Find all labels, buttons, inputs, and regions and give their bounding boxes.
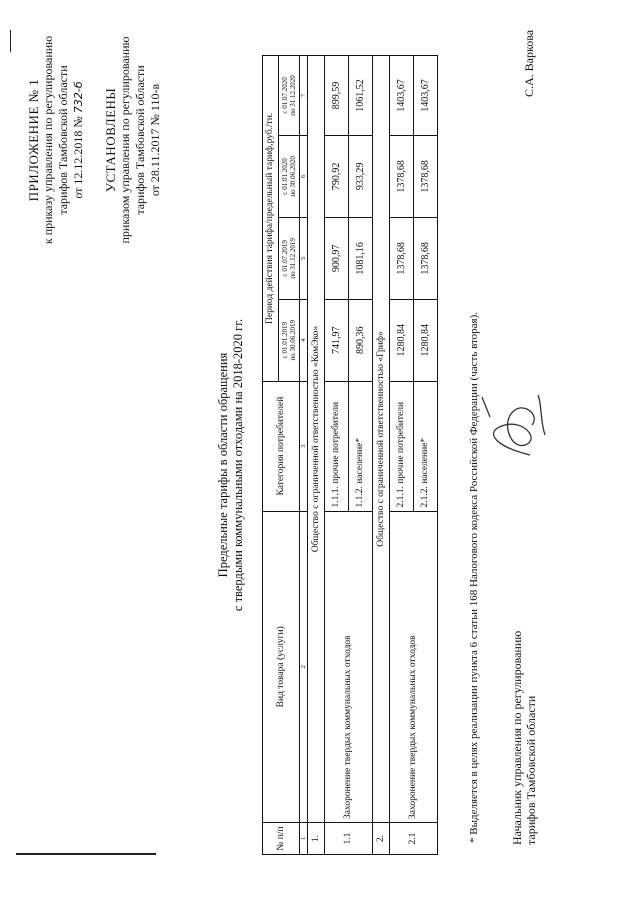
tariff-value: 890,36 <box>349 299 373 381</box>
category-cell: 2.1.2. население* <box>414 381 438 511</box>
header-row <box>263 56 279 855</box>
tariff-value: 790,92 <box>325 135 349 217</box>
tariff-value: 1378,68 <box>414 135 438 217</box>
document-title <box>216 225 246 705</box>
column-number-row <box>300 56 308 855</box>
org-row-1 <box>308 56 325 855</box>
tariff-value: 1378,68 <box>414 217 438 299</box>
appendix-number: 732-б <box>72 81 85 114</box>
category-cell: 2.1.1. прочие потребители <box>390 381 414 511</box>
org-row-2 <box>373 56 390 855</box>
appendix-date-prefix: от 12.12.2018 № <box>71 116 85 199</box>
org-name: Общество с ограниченной ответственностью «Гриф» <box>373 56 390 823</box>
position-line-2: тарифов Тамбовской области <box>524 695 538 845</box>
col-number: 3 <box>300 381 308 511</box>
tariff-value: 1280,84 <box>390 299 414 381</box>
document-title-line-1: Предельные тарифы в области обращения <box>216 352 230 578</box>
tariff-value: 899,59 <box>325 56 349 136</box>
tariff-value: 1061,52 <box>349 56 373 136</box>
header-period: Период действия тарифа/предельный тариф,руб./тн. <box>263 56 279 382</box>
footnote: * Выделяется в целях реализации пункта 6 статьи 168 Налогового кодекса Российской Федерации (часть вторая). <box>468 311 480 843</box>
org-num: 2. <box>373 823 390 855</box>
period-4: с 01.07.2020 по 31.12.2020 <box>279 56 300 136</box>
col-number: 5 <box>300 217 308 299</box>
tariff-value: 933,29 <box>349 135 373 217</box>
period-2: с 01.07.2019 по 31.12.2019 <box>279 217 300 299</box>
period-3: с 01.01.2020 по 30.06.2020 <box>279 135 300 217</box>
col-number: 1 <box>300 823 308 855</box>
tariff-value: 741,97 <box>325 299 349 381</box>
header-service: Вид товара (услуги) <box>263 511 300 823</box>
header-num: № п/п <box>263 823 300 855</box>
table-row <box>325 56 349 855</box>
tariff-value: 1403,67 <box>390 56 414 136</box>
signatory-position <box>510 631 538 845</box>
period-1: с 01.01.2019 по 30.06.2019 <box>279 299 300 381</box>
tariff-value: 1403,67 <box>414 56 438 136</box>
handwritten-signature <box>470 385 560 475</box>
established-line-1: приказом управления по регулированию <box>118 36 132 244</box>
appendix-line-2: тарифов Тамбовской области <box>56 65 70 215</box>
col-number: 6 <box>300 135 308 217</box>
table-row <box>390 56 414 855</box>
service-num: 1.1 <box>325 823 373 855</box>
document-title-line-2: с твердыми коммунальными отходами на 2018-2020 гг. <box>231 318 245 612</box>
service-name: Захоронение твердых коммунальных отходов <box>390 511 438 823</box>
service-num: 2.1 <box>390 823 438 855</box>
tariff-value: 900,97 <box>325 217 349 299</box>
tariff-value: 1378,68 <box>390 135 414 217</box>
appendix-date <box>71 15 86 265</box>
appendix-title: ПРИЛОЖЕНИЕ № 1 <box>26 78 41 202</box>
established-title: УСТАНОВЛЕНЫ <box>103 87 118 193</box>
col-number: 7 <box>300 56 308 136</box>
tariff-value: 1280,84 <box>414 299 438 381</box>
org-name: Общество с ограниченной ответственностью «КомЭко» <box>308 56 325 823</box>
service-name: Захоронение твердых коммунальных отходов <box>325 511 373 823</box>
org-num: 1. <box>308 823 325 855</box>
position-line-1: Начальник управления по регулированию <box>510 630 524 845</box>
tariff-value: 1081,16 <box>349 217 373 299</box>
header-category: Категория потребителей <box>263 381 300 511</box>
tariff-value: 1378,68 <box>390 217 414 299</box>
appendix-header <box>26 15 163 265</box>
established-line-3: от 28.11.2017 № 110-в <box>148 83 162 197</box>
category-cell: 1.1.1. прочие потребители <box>325 381 349 511</box>
col-number: 2 <box>300 511 308 823</box>
category-cell: 1.1.2. население* <box>349 381 373 511</box>
signatory-name: С.А. Варкова <box>522 29 536 97</box>
col-number: 4 <box>300 299 308 381</box>
tariff-table <box>262 55 438 855</box>
established-line-2: тарифов Тамбовской области <box>133 65 147 215</box>
appendix-line-1: к приказу управления по регулированию <box>41 35 55 245</box>
